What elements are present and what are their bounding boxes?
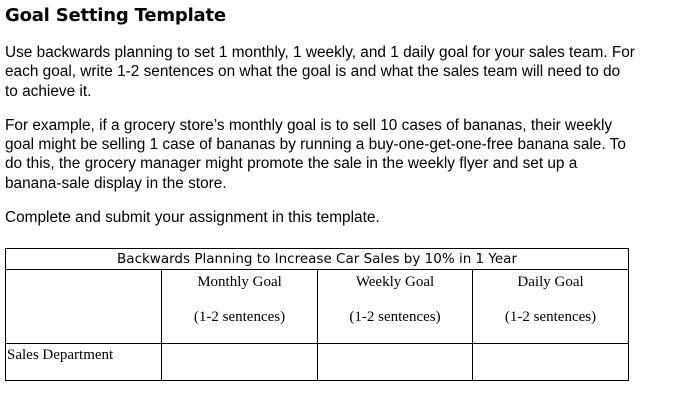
table-caption: Backwards Planning to Increase Car Sales by 10% in 1 Year [6, 249, 629, 270]
sales-department-cell[interactable] [6, 344, 162, 381]
weekly-goal-hint: (1-2 sentences) [349, 309, 441, 325]
instructions-paragraph: Use backwards planning to set 1 monthly, 1 weekly, and 1 daily goal for your sales team. For each goal, write 1-2 sentences on what the goal is and what the sales team will need to do to achieve it. [5, 44, 635, 100]
table-header-row [6, 270, 629, 344]
weekly-goal-input-cell[interactable] [318, 344, 473, 381]
row-label: Sales Department [7, 347, 114, 363]
weekly-goal-label: Weekly Goal [355, 274, 435, 290]
weekly-goal-header[interactable] [318, 270, 473, 344]
document-page [5, 0, 695, 363]
daily-goal-input-cell[interactable] [473, 344, 629, 381]
daily-goal-label: Daily Goal [517, 274, 584, 290]
monthly-goal-header[interactable] [162, 270, 318, 344]
empty-header-cell[interactable] [6, 270, 162, 344]
daily-goal-header[interactable] [473, 270, 629, 344]
monthly-goal-label: Monthly Goal [197, 274, 282, 290]
table-caption-row [6, 249, 629, 270]
monthly-goal-hint: (1-2 sentences) [193, 309, 286, 325]
example-paragraph: For example, if a grocery store’s monthly goal is to sell 10 cases of bananas, their weekly goal might be selling 1 case of bananas by running a buy-one-get-one-free banana sale. To do this, the grocery manager might promote the sale in the weekly flyer and set up a banana-sale display in the store. [5, 116, 626, 192]
monthly-goal-input-cell[interactable] [162, 344, 318, 381]
document-title: Goal Setting Template [5, 5, 226, 26]
daily-goal-hint: (1-2 sentences) [504, 309, 597, 325]
table-row [6, 344, 629, 381]
submission-paragraph: Complete and submit your assignment in this template. [5, 209, 380, 227]
goals-table [5, 248, 629, 381]
